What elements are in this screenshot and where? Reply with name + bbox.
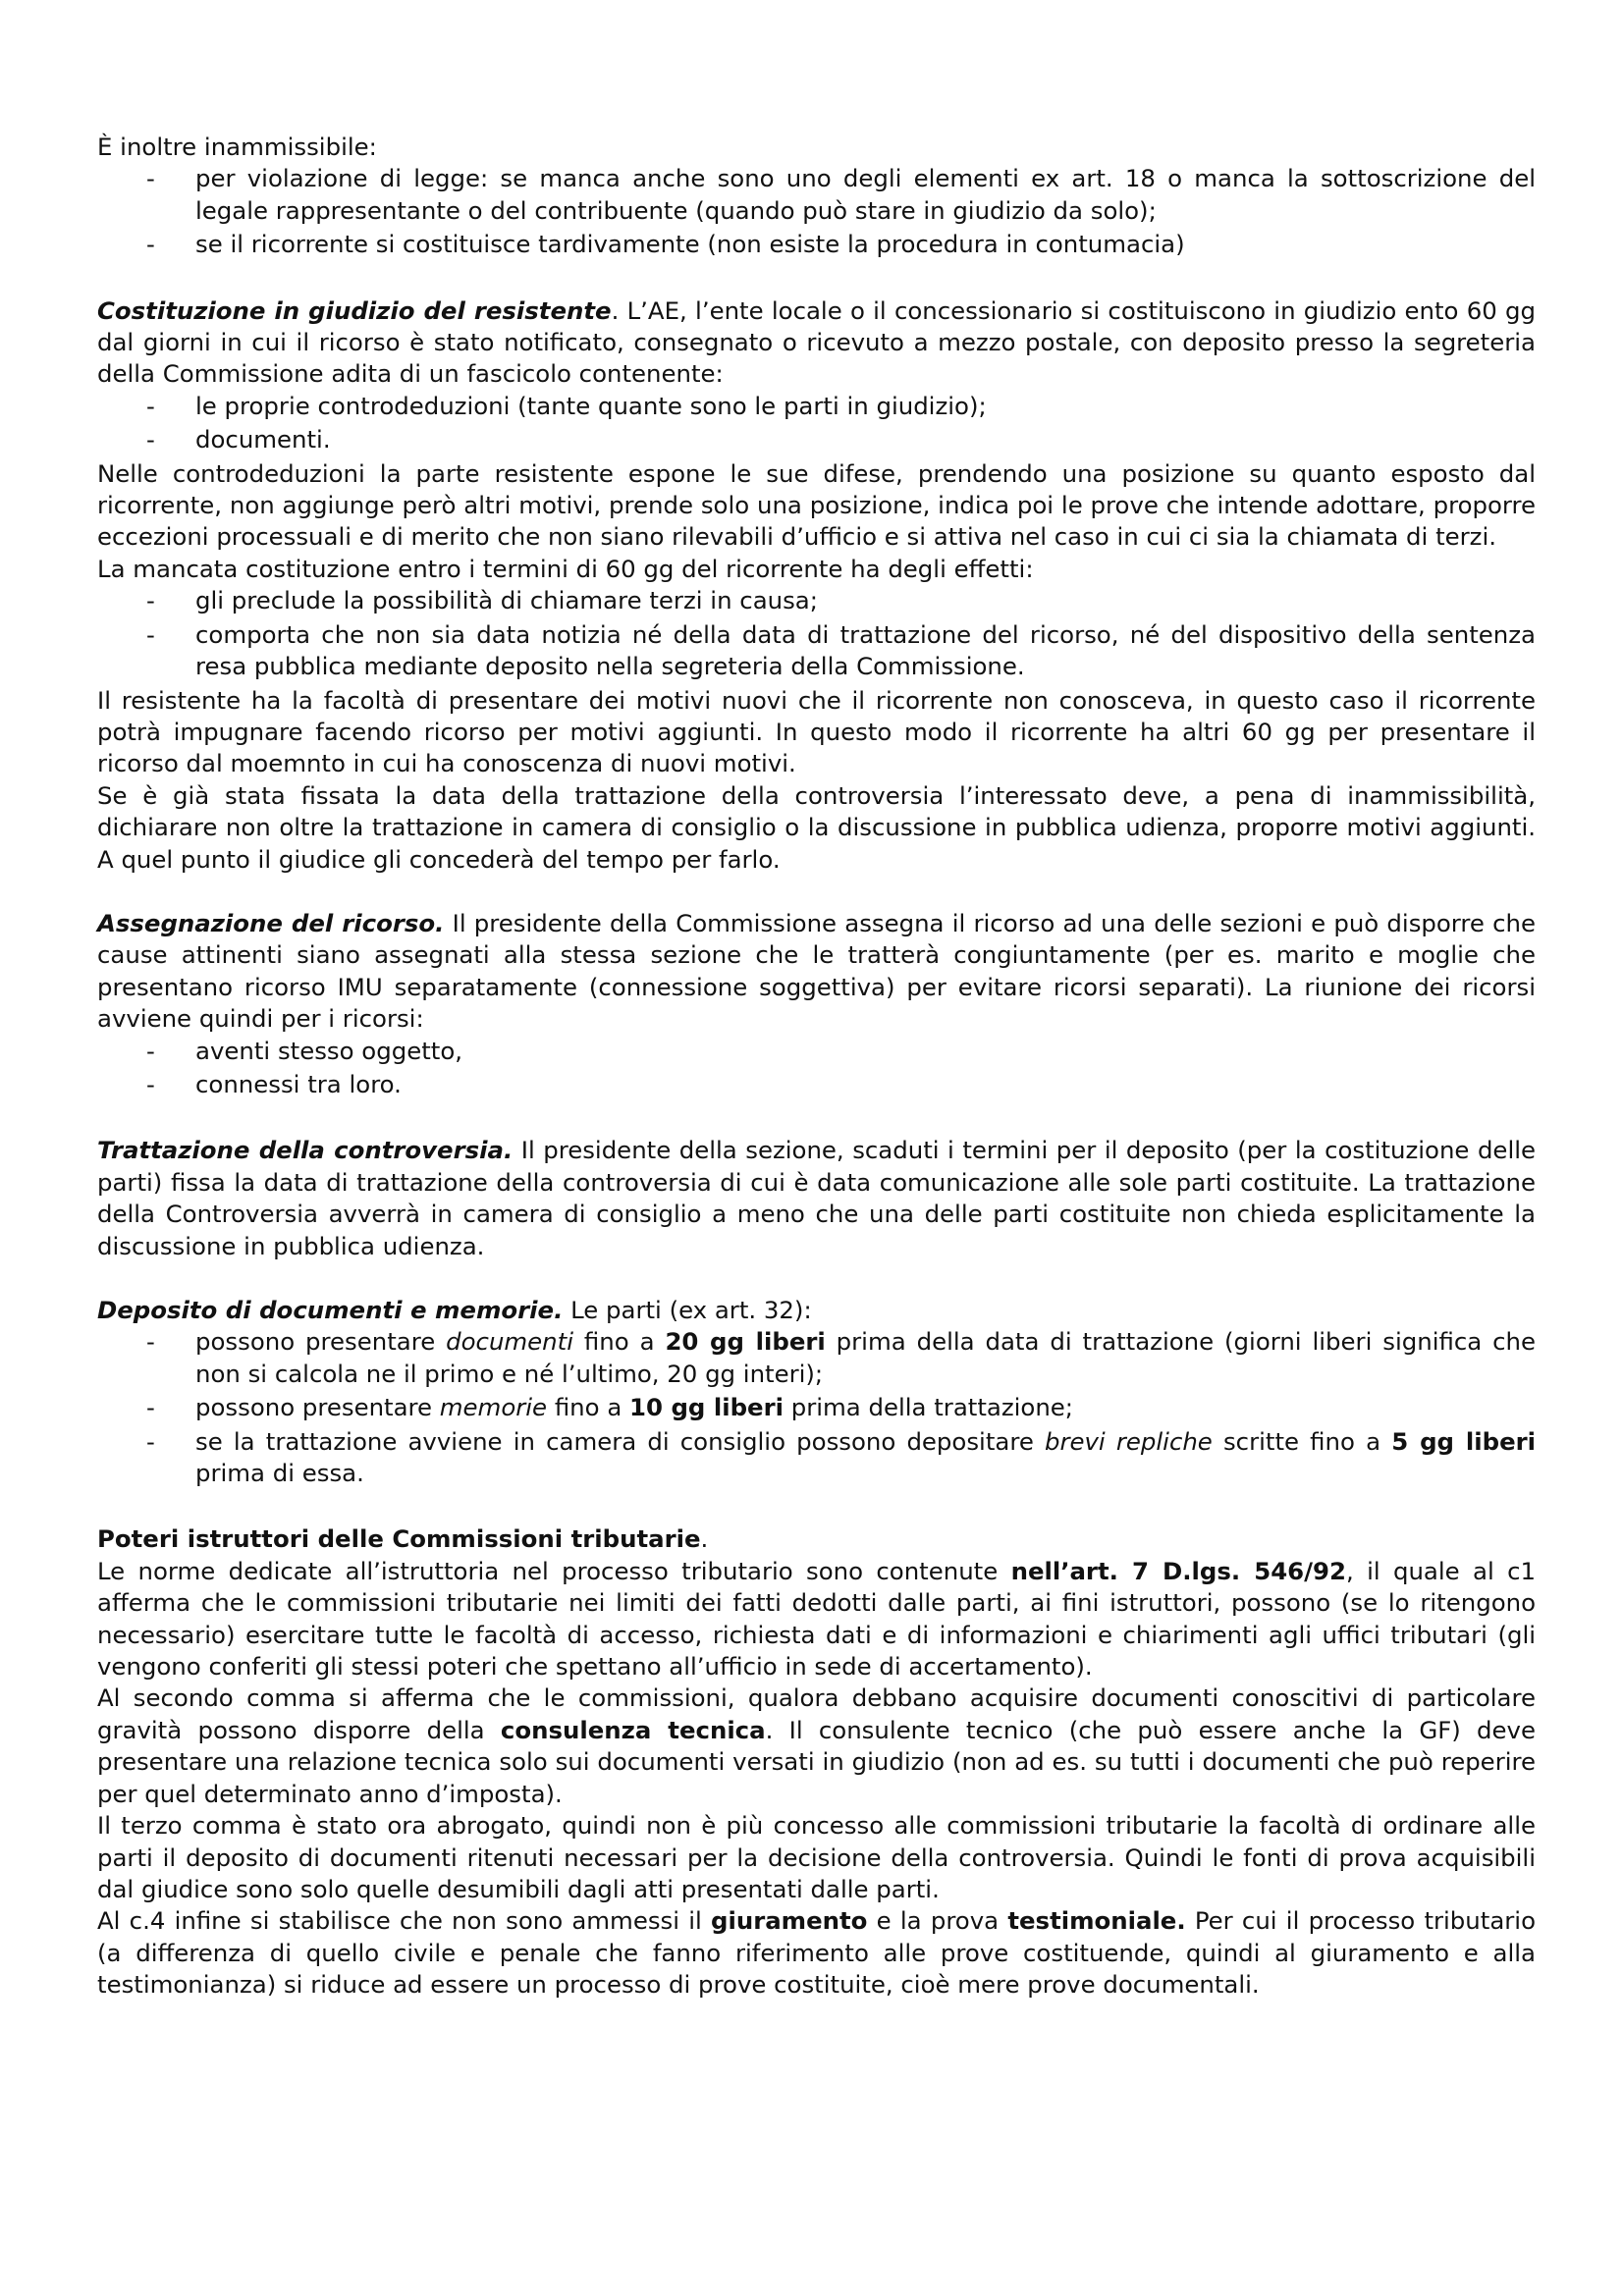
list-item: - se il ricorrente si costituisce tardivamente (non esiste la procedura in contumacia): [97, 229, 1536, 260]
paragraph: Se è già stata fissata la data della trattazione della controversia l’interessato deve, a pena di inammissibilità, dichiarare non oltre la trattazione in camera di consiglio o la discussione in pubblica udienza, proporre motivi aggiunti. A quel punto il giudice gli concederà del tempo per farlo.: [97, 780, 1536, 874]
paragraph: Nelle controdeduzioni la parte resistente espone le sue difese, prendendo una posizione su quanto esposto dal ricorrente, non aggiunge però altri motivi, prende solo una posizione, indica poi le prove che intende adottare, proporre eccezioni processuali e di merito che non siano rilevabili d’ufficio e si attiva nel caso in cui ci sia la chiamata di terzi.: [97, 458, 1536, 552]
section-text: Il presidente della Commissione assegna il ricorso ad una delle sezioni e può disporre che cause attinenti siano assegnati alla stessa sezione che le tratterà congiuntamente (per es. marito e moglie che presentano ricorso IMU separatamente (connessione soggettiva) per evitare ricorsi separati). La riunione dei ricorsi avviene quindi per i ricorsi:: [97, 908, 1536, 1034]
list-item: - gli preclude la possibilità di chiamare terzi in causa;: [97, 585, 1536, 616]
text-run: . Il consulente tecnico (che può essere anche la GF) deve presentare una relazione tecnica solo sui documenti versati in giudizio (non ad es. su tutti i documenti che può reperire per quel determinato anno d’imposta).: [97, 1715, 1536, 1808]
paragraph: [97, 1556, 1536, 1683]
list-item: - per violazione di legge: se manca anche sono uno degli elementi ex art. 18 o manca la sottoscrizione del legale rappresentante o del contribuente (quando può stare in giudizio da solo);: [97, 163, 1536, 227]
bold-text: nell’art. 7 D.lgs. 546/92: [1010, 1556, 1346, 1585]
list-item: [97, 1426, 1536, 1490]
text-run: se la trattazione avviene in camera di consiglio possono depositare: [195, 1426, 1045, 1456]
text-run: Le norme dedicate all’istruttoria nel processo tributario sono contenute: [97, 1556, 1011, 1585]
text-run: Al secondo comma si afferma che le commissioni, qualora debbano acquisire documenti conoscitivi di particolare gravità possono disporre della: [97, 1683, 1536, 1744]
bold-text: giuramento: [711, 1906, 868, 1936]
list-item: [97, 1326, 1536, 1390]
section-text: . L’AE, l’ente locale o il concessionario si costituiscono in giudizio ento 60 gg dal giorni in cui il ricorso è stato notificato, consegnato o ricevuto a mezzo postale, con deposito presso la segreteria della Commissione adita di un fascicolo contenente:: [97, 295, 1536, 389]
bold-text: 10 gg liberi: [629, 1393, 784, 1422]
spacer: [97, 876, 1536, 908]
text-run: prima di essa.: [195, 1459, 364, 1488]
text-run: possono presentare: [195, 1393, 440, 1422]
text-run: fino a: [547, 1393, 630, 1422]
bold-text: consulenza tecnica: [500, 1715, 766, 1744]
intro-paragraph: È inoltre inammissibile:: [97, 133, 377, 161]
text-run: prima della data di trattazione (giorni liberi significa che non si calcola ne il primo e né l’ultimo, 20 gg interi);: [195, 1327, 1536, 1388]
spacer: [97, 1491, 1536, 1523]
section-text: Le parti (ex art. 32):: [563, 1296, 812, 1324]
section-poteri-istruttori: [97, 1523, 1536, 1555]
spacer: [97, 1102, 1536, 1135]
section-heading: Costituzione in giudizio del resistente: [97, 295, 612, 325]
section-heading: Assegnazione del ricorso.: [97, 908, 445, 937]
text-run: , il quale al c1 afferma che le commissioni tributarie nei limiti dei fatti dedotti dalle parti, ai fini istruttori, possono (se lo ritengono necessario) esercitare tutte le facoltà di accesso, richiesta dati e di informazioni e chiarimenti agli uffici tributari (gli vengono conferiti gli stessi poteri che spettano all’ufficio in sede di accertamento).: [97, 1556, 1536, 1682]
text-run: fino a: [572, 1327, 666, 1357]
bold-text: 20 gg liberi: [665, 1327, 826, 1357]
paragraph: Il terzo comma è stato ora abrogato, quindi non è più concesso alle commissioni tributarie la facoltà di ordinare alle parti il deposito di documenti ritenuti necessari per la decisione della controversia. Quindi le fonti di prova acquisibili dal giudice sono solo quelle desumibili dagli atti presentati dalle parti.: [97, 1811, 1536, 1903]
bold-text: testimoniale.: [1007, 1906, 1186, 1936]
text-run: .: [700, 1524, 709, 1554]
text-run: scritte fino a: [1212, 1426, 1392, 1456]
riunione-list: [97, 1036, 1536, 1101]
section-heading: Trattazione della controversia.: [97, 1136, 514, 1165]
section-heading: Deposito di documenti e memorie.: [97, 1296, 564, 1324]
list-item: - documenti.: [97, 424, 1536, 455]
paragraph: Il resistente ha la facoltà di presentare dei motivi nuovi che il ricorrente non conosceva, in questo caso il ricorrente potrà impugnare facendo ricorso per motivi aggiunti. In questo modo il ricorrente ha altri 60 gg per presentare il ricorso dal moemnto in cui ha conoscenza di nuovi motivi.: [97, 685, 1536, 778]
paragraph: [97, 1905, 1536, 2001]
fascicolo-list: [97, 391, 1536, 456]
list-item: - comporta che non sia data notizia né della data di trattazione del ricorso, né del dispositivo della sentenza resa pubblica mediante deposito nella segreteria della Commissione.: [97, 619, 1536, 683]
emphasis-text: brevi repliche: [1044, 1426, 1213, 1456]
text-run: Per cui il processo tributario (a differenza di quello civile e penale che fanno riferimento alle prove costituende, quindi al giuramento e alla testimonianza) si riduce ad essere un processo di prove costituite, cioè mere prove documentali.: [97, 1906, 1536, 2000]
text-run: possono presentare: [195, 1327, 447, 1357]
deposito-list: [97, 1326, 1536, 1489]
list-item: - connessi tra loro.: [97, 1069, 1536, 1100]
text-run: prima della trattazione;: [783, 1393, 1074, 1422]
inadmissibility-list: [97, 163, 1536, 260]
effects-list: [97, 585, 1536, 682]
section-trattazione: [97, 1135, 1536, 1262]
section-assegnazione: [97, 908, 1536, 1036]
emphasis-text: memorie: [439, 1393, 548, 1422]
emphasis-text: documenti: [446, 1327, 573, 1357]
list-item: [97, 1392, 1536, 1423]
section-heading: Poteri istruttori delle Commissioni tributarie: [97, 1524, 701, 1554]
section-deposito: [97, 1295, 1536, 1326]
section-resistente: [97, 295, 1536, 391]
paragraph: La mancata costituzione entro i termini di 60 gg del ricorrente ha degli effetti:: [97, 554, 1034, 583]
document-page: [97, 132, 1536, 2002]
text-run: e la prova: [867, 1906, 1008, 1936]
section-text: Il presidente della sezione, scaduti i termini per il deposito (per la costituzione delle parti) fissa la data di trattazione della controversia di cui è data comunicazione alle sole parti costituite. La trattazione della Controversia avverrà in camera di consiglio a meno che una delle parti costituite non chieda esplicitamente la discussione in pubblica udienza.: [97, 1136, 1537, 1260]
list-item: - aventi stesso oggetto,: [97, 1036, 1536, 1067]
bold-text: 5 gg liberi: [1391, 1426, 1536, 1456]
list-item: - le proprie controdeduzioni (tante quante sono le parti in giudizio);: [97, 391, 1536, 422]
spacer: [97, 263, 1536, 295]
paragraph: [97, 1682, 1536, 1810]
spacer: [97, 1262, 1536, 1295]
text-run: Al c.4 infine si stabilisce che non sono ammessi il: [97, 1906, 712, 1936]
